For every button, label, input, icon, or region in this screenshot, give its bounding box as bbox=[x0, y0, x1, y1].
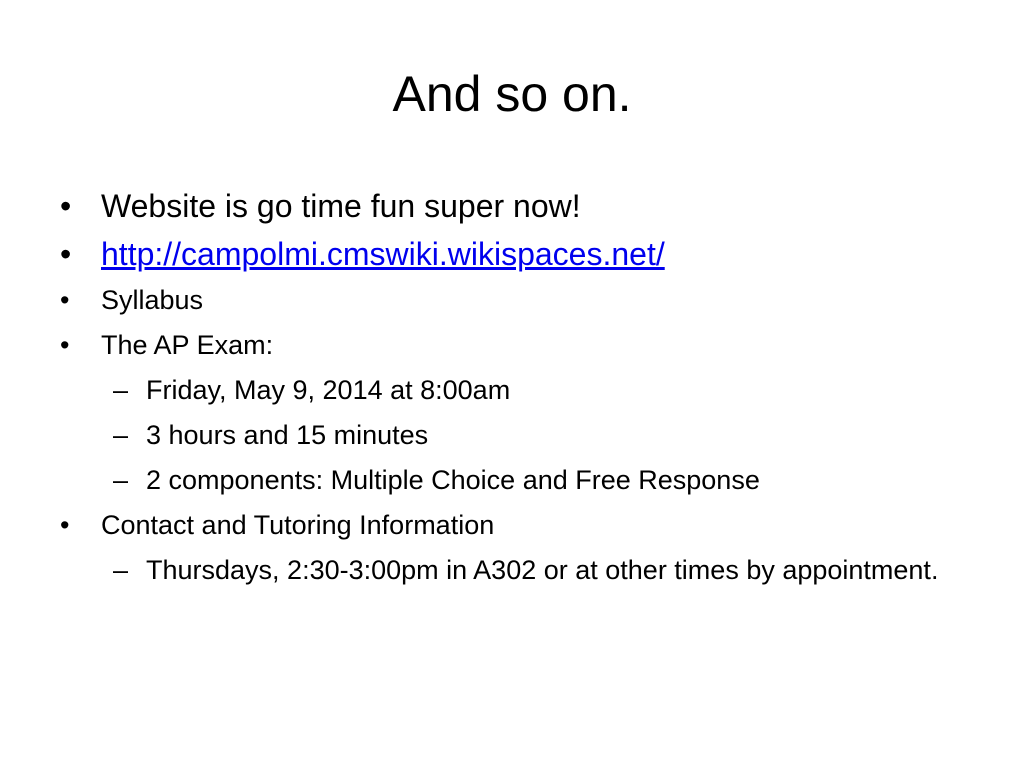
sub-item-exam-duration bbox=[60, 413, 960, 458]
bullet-text: Contact and Tutoring Information bbox=[101, 510, 495, 540]
dash-icon: – bbox=[113, 375, 129, 405]
dash-icon: – bbox=[113, 555, 129, 585]
sub-item-text: 2 components: Multiple Choice and Free Response bbox=[146, 465, 760, 495]
sub-item-tutoring-hours bbox=[60, 548, 946, 589]
bullet-item-ap-exam bbox=[60, 323, 960, 368]
bullet-icon: • bbox=[60, 285, 70, 315]
bullet-item-website bbox=[60, 182, 960, 230]
bullet-item-url bbox=[60, 230, 960, 278]
sub-item-exam-date bbox=[60, 368, 960, 413]
dash-icon: – bbox=[113, 465, 129, 495]
sub-item-text: Friday, May 9, 2014 at 8:00am bbox=[146, 375, 511, 405]
slide-title: And so on. bbox=[392, 66, 632, 122]
sub-item-text: 3 hours and 15 minutes bbox=[146, 420, 429, 450]
sub-item-exam-components bbox=[60, 458, 960, 503]
website-link[interactable]: http://campolmi.cmswiki.wikispaces.net/ bbox=[101, 236, 665, 272]
sub-item-text: Thursdays, 2:30-3:00pm in A302 or at other times by appointment. bbox=[146, 555, 939, 585]
dash-icon: – bbox=[113, 420, 129, 450]
bullet-icon: • bbox=[60, 330, 70, 360]
bullet-text: Syllabus bbox=[101, 285, 204, 315]
bullet-list bbox=[60, 182, 960, 589]
bullet-item-contact bbox=[60, 503, 960, 548]
bullet-text: Website is go time fun super now! bbox=[101, 188, 581, 224]
bullet-icon: • bbox=[60, 510, 70, 540]
bullet-text: The AP Exam: bbox=[101, 330, 274, 360]
bullet-icon: • bbox=[60, 188, 72, 224]
bullet-item-syllabus bbox=[60, 278, 960, 323]
bullet-icon: • bbox=[60, 236, 72, 272]
